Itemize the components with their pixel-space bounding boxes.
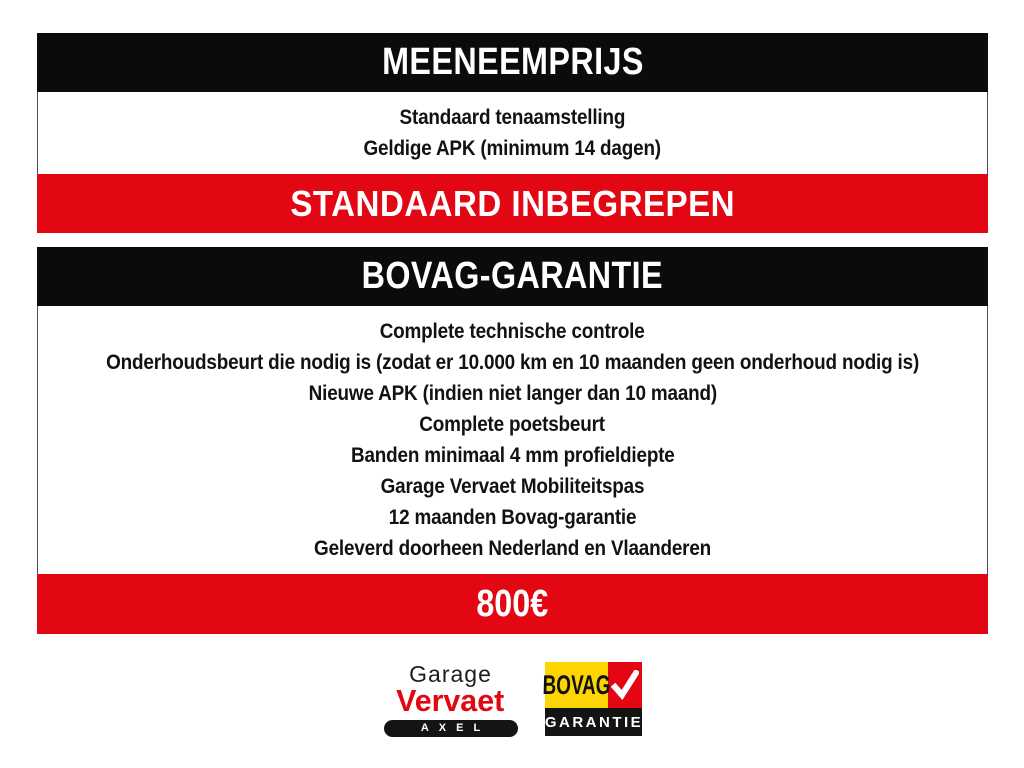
included-item: Geldige APK (minimum 14 dagen) [363,137,662,160]
bovag-logo-brand-box [541,662,611,708]
garage-vervaet-logo-city-badge: AXEL [384,720,518,737]
bovag-garantie-body [37,306,988,574]
warranty-item: 12 maanden Bovag-garantie [388,506,637,529]
meeneemprijs-title: MEENEEMPRIJS [381,41,644,83]
bovag-logo-brand-text: BOVAG [541,669,611,700]
price-banner [37,574,988,634]
meeneemprijs-header [37,33,988,92]
warranty-item: Complete technische controle [380,320,645,343]
standard-included-label: STANDAARD INBEGREPEN [290,182,735,224]
warranty-item: Complete poetsbeurt [419,413,606,436]
warranty-item: Garage Vervaet Mobiliteitspas [380,475,645,498]
meeneemprijs-body [37,92,988,174]
warranty-item: Onderhoudsbeurt die nodig is (zodat er 10.000 km en 10 maanden geen onderhoud nodig is) [106,351,919,374]
bovag-logo-garantie-bar [545,708,642,736]
garage-vervaet-logo-word-garage: Garage [409,660,492,687]
bovag-logo-top-row [541,662,642,708]
bovag-logo-garantie-text: GARANTIE [544,713,644,731]
bovag-logo-check-box [608,662,642,708]
bovag-garantie-title: BOVAG-GARANTIE [361,255,664,297]
included-item: Standaard tenaamstelling [399,106,626,129]
footer-logos [0,656,1024,742]
bovag-garantie-logo [541,662,644,736]
price-value: 800€ [476,582,549,625]
garage-vervaet-logo [383,662,519,737]
warranty-item: Banden minimaal 4 mm profieldiepte [350,444,675,467]
standard-included-banner [37,174,988,233]
garage-vervaet-logo-word-vervaet: Vervaet [396,682,505,718]
checkmark-icon [611,670,639,700]
warranty-item: Geleverd doorheen Nederland en Vlaanderen [313,537,711,560]
warranty-item: Nieuwe APK (indien niet langer dan 10 maand) [308,382,717,405]
bovag-garantie-header [37,247,988,306]
